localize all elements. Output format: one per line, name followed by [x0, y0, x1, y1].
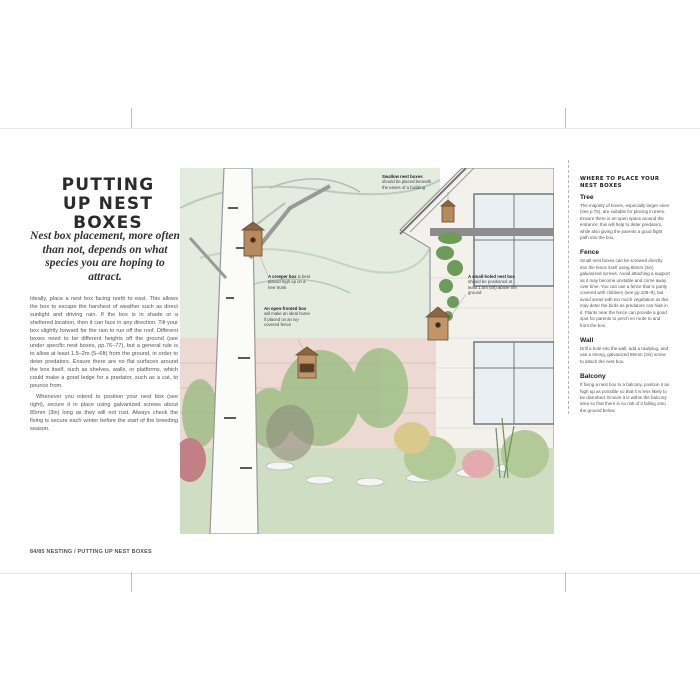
sidebar-text-fence: Small nest boxes can be screwed directly into the fence itself using 85mm (3in) galvanized screws. Avoid attaching a support as it may become unstable and come away over time. You can use a fence that is partly covered with climbers (see pp.108–9), but avoid areas with too much vegetation as this may deter the birds as predators can hide in it. Plants near the fence can provide a good spot for parents to perch en route to and from the box. — [580, 258, 670, 328]
callout-open-fronted-bold: An open-fronted box — [264, 306, 307, 311]
where-to-place-sidebar — [568, 160, 670, 414]
callout-swallow-box — [382, 174, 434, 190]
page-title: PUTTING UP NEST BOXES — [61, 175, 155, 233]
callout-creeper-bold: A creeper box — [268, 274, 297, 279]
sidebar-text-tree: The majority of boxes, especially larger ones (see p.75), are suitable for placing in trees. Ensure there is an open space around the entrance; this will help to deter predators, while also giving the parents a good flight path into the box. — [580, 203, 670, 241]
sidebar-text-wall: Drill a hole into the wall, add a rawlplug, and use a strong, galvanized 85mm (3in) screw to attach the nest box. — [580, 345, 669, 364]
callout-small-holed-text: should be positioned at least 1.5m (5ft) above the ground — [468, 279, 517, 296]
callout-open-fronted-text: will make an ideal home if placed on an ivy-covered fence — [264, 311, 310, 328]
body-paragraph: Ideally, place a nest box facing north to east. This allows the box to escape the harshest of weather such as direct sunlight and driving rain. If the box is in shade or a sheltered location, then it can face in any direction. Tilt your box slightly forward for the rain to run off the roof. Different boxes need to be different heights off the ground (see under specific nest boxes, pp.76–77), but a general rule is to allow at least 1.5–2m (5–6ft) from the ground, in order to deter predators. Ensure there are no flat surfaces around the box itself, such as shelves, walls, or platforms, which could make a good ledge for a predator, such as a cat, to pounce from. — [30, 296, 178, 389]
garden-scene-drawing — [180, 168, 554, 534]
garden-illustration — [180, 168, 554, 534]
sidebar-text-balcony: If fixing a nest box to a balcony, position it as high up as possible so that it is less likely to be disturbed. Ensure it is within the balcony area so that there is no risk of it falling onto the ground below. — [580, 382, 669, 413]
callout-small-holed-box — [468, 274, 518, 296]
body-text — [30, 296, 178, 433]
callout-swallow-text: should be placed beneath the eaves of a building — [382, 179, 432, 190]
sidebar-heading-tree: Tree — [580, 194, 594, 201]
page-marker-left — [131, 108, 132, 128]
callout-creeper-box — [268, 274, 312, 290]
callout-swallow-bold: Swallow nest boxes — [382, 174, 423, 179]
sidebar-title: WHERE TO PLACE YOUR NEST BOXES — [580, 176, 660, 189]
intro-text: Nest box placement, more often than not, depends on what species you are hoping to attract. — [30, 230, 180, 283]
callout-small-holed-bold: A small-holed nest box — [468, 274, 515, 279]
sidebar-heading-fence: Fence — [580, 249, 600, 257]
page-footer: 84/85 NESTING / PUTTING UP NEST BOXES — [30, 549, 152, 555]
callout-creeper-text: is best placed high up on a tree trunk — [268, 274, 311, 290]
sidebar-heading-wall: Wall — [580, 336, 594, 344]
page-marker-bottom-left — [131, 572, 132, 592]
body-paragraph: Whenever you intend to position your nest box (see right), secure it in place using galvanized screws about 85mm (3in) long as they will not rust. Always check the fixing is secure each winter before the start of the breeding season. — [30, 393, 178, 432]
sidebar-heading-balcony: Balcony — [580, 373, 606, 381]
callout-open-fronted-box — [264, 306, 310, 328]
page-marker-right — [565, 108, 566, 128]
page-marker-bottom-right — [565, 572, 566, 592]
